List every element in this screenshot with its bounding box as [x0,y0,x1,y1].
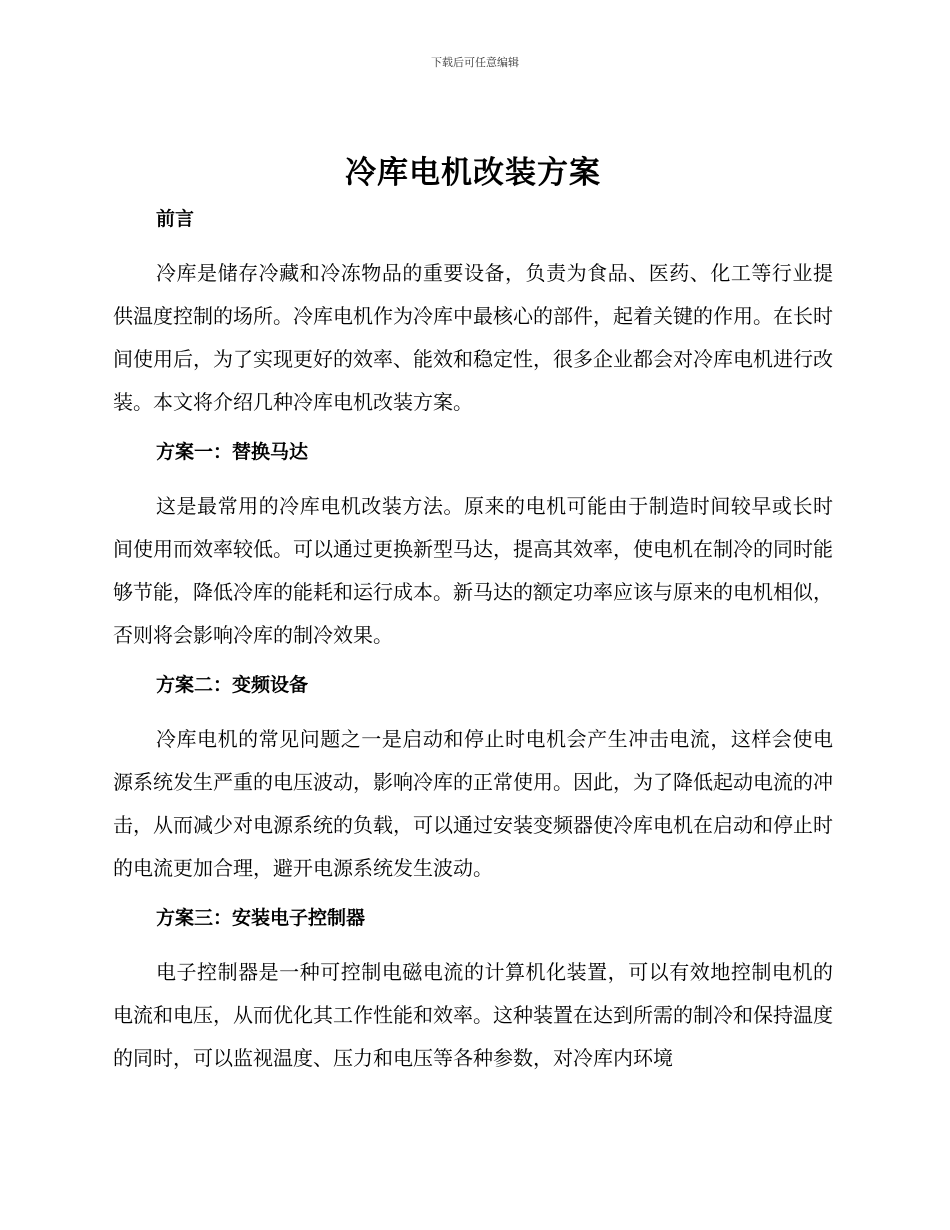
section-heading: 方案一：替换马达 [156,441,309,463]
document-title: 冷库电机改装方案 [345,155,601,191]
section-plan-three [113,903,833,1080]
section-paragraph: 冷库电机的常见问题之一是启动和停止时电机会产生冲击电流，这样会使电源系统发生严重的电压波动，影响冷库的正常使用。因此，为了降低起动电流的冲击，从而减少对电源系统的负载，可以通过安装变频器使冷库电机在启动和停止时的电流更加合理，避开电源系统发生波动。 [113,727,833,880]
section-plan-two [113,670,833,890]
section-paragraph: 这是最常用的冷库电机改装方法。原来的电机可能由于制造时间较早或长时间使用而效率较低。可以通过更换新型马达，提高其效率，使电机在制冷的同时能够节能，降低冷库的能耗和运行成本。新马达的额定功率应该与原来的电机相似，否则将会影响冷库的制冷效果。 [113,494,833,647]
section-heading: 方案三：安装电子控制器 [156,907,366,929]
page-header: 下载后可任意编辑 [431,56,519,69]
section-heading: 方案二：变频设备 [156,674,309,696]
section-preface [113,204,833,424]
section-plan-one [113,437,833,657]
section-paragraph: 冷库是储存冷藏和冷冻物品的重要设备，负责为食品、医药、化工等行业提供温度控制的场所。冷库电机作为冷库中最核心的部件，起着关键的作用。在长时间使用后，为了实现更好的效率、能效和稳定性，很多企业都会对冷库电机进行改装。本文将介绍几种冷库电机改装方案。 [113,261,833,414]
section-heading: 前言 [156,208,195,230]
section-paragraph: 电子控制器是一种可控制电磁电流的计算机化装置，可以有效地控制电机的电流和电压，从而优化其工作性能和效率。这种装置在达到所需的制冷和保持温度的同时，可以监视温度、压力和电压等各种参数，对冷库内环境 [113,960,833,1070]
document-body [113,152,833,1080]
